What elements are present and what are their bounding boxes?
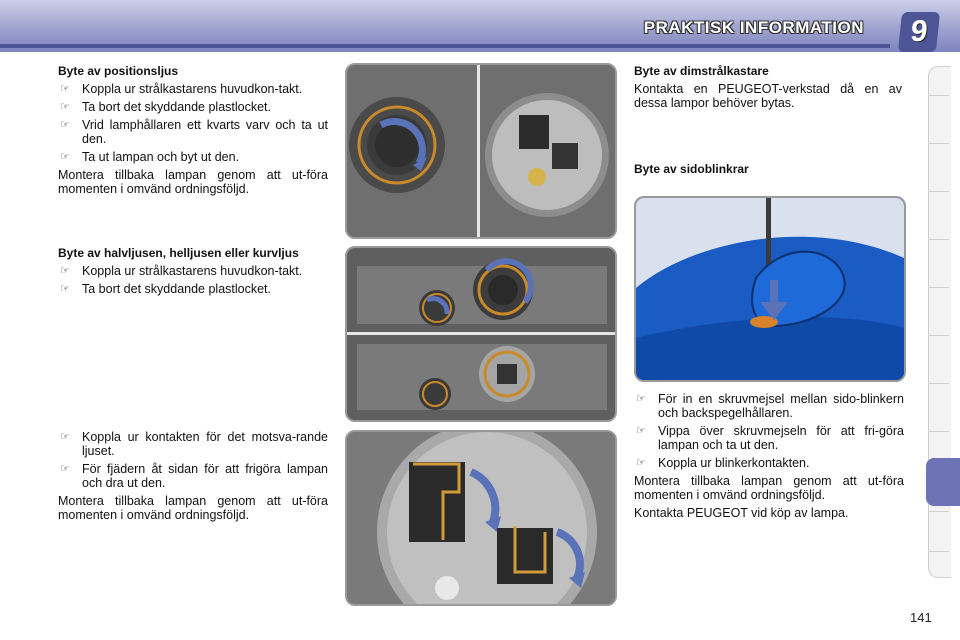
pointing-hand-icon: ☞ [60,151,70,163]
tab-divider [929,287,949,288]
section-note: Montera tillbaka lampan genom att ut-föra momenten i omvänd ordningsföljd. [634,474,904,502]
pointing-hand-icon: ☞ [636,457,646,469]
section-heading: Byte av sidoblinkrar [634,162,749,176]
bulb-holder-illustration [347,432,615,604]
list-item: ☞ Koppla ur strålkastarens huvudkon-takt. [60,264,303,278]
list-item: ☞ För fjädern åt sidan för att frigöra lampan och dra ut den. [60,462,328,490]
list-item: ☞ Koppla ur kontakten för det motsva-rande ljuset. [60,430,328,458]
tab-divider [929,191,949,192]
pointing-hand-icon: ☞ [60,431,70,443]
chapter-header [0,0,960,52]
section-heading: Byte av halvljusen, helljusen eller kurvljus [58,246,299,260]
pointing-hand-icon: ☞ [60,83,70,95]
chapter-number-badge: 9 [898,12,940,52]
tab-divider [929,511,949,512]
bulb-holder-photo [345,430,617,606]
section-heading: Byte av dimstrålkastare [634,64,769,78]
tab-divider [929,239,949,240]
section-sidoblinkrar [634,392,904,524]
list-item: ☞ Ta ut lampan och byt ut den. [60,150,240,164]
section-heading: Byte av positionsljus [58,64,179,78]
pointing-hand-icon: ☞ [636,425,646,437]
section-positionsljus [58,64,328,200]
section-sidoblinkrar-heading [634,162,902,180]
section-note: Montera tillbaka lampan genom att ut-föra momenten i omvänd ordningsföljd. [58,494,328,522]
tab-divider [929,335,949,336]
list-item: ☞ Koppla ur strålkastarens huvudkon-takt. [60,82,303,96]
section-note: Montera tillbaka lampan genom att ut-föra momenten i omvänd ordningsföljd. [58,168,328,196]
page-title: PRAKTISK INFORMATION [643,18,864,37]
headlamp-bulb-photo [345,246,617,422]
pointing-hand-icon: ☞ [60,463,70,475]
chapter-tab-active[interactable] [926,458,960,506]
tab-divider [929,431,949,432]
headlamp-rear-photo [345,63,617,239]
list-item: ☞ Ta bort det skyddande plastlocket. [60,282,272,296]
headlamp-bulb-illustration [347,248,615,420]
section-dimstralkastare [634,64,902,114]
section-text: Kontakta en PEUGEOT-verkstad då en av dessa lampor behöver bytas. [634,82,902,110]
page-number: 141 [910,610,932,625]
list-item: ☞ Vippa över skruvmejseln för att fri-göra lampan och ta ut den. [636,424,904,452]
list-item: ☞ Ta bort det skyddande plastlocket. [60,100,272,114]
side-mirror-illustration [636,198,904,380]
pointing-hand-icon: ☞ [636,393,646,405]
pointing-hand-icon: ☞ [60,101,70,113]
headlamp-rear-illustration [347,65,615,237]
tab-divider [929,383,949,384]
list-item: ☞ Koppla ur blinkerkontakten. [636,456,810,470]
tab-divider [929,551,949,552]
section-halvljus [58,246,328,300]
section-kontakt [58,430,328,526]
pointing-hand-icon: ☞ [60,119,70,131]
pointing-hand-icon: ☞ [60,283,70,295]
tab-divider [929,143,949,144]
list-item: ☞ För in en skruvmejsel mellan sido-blinkern och backspegelhållaren. [636,392,904,420]
list-item: ☞ Vrid lamphållaren ett kvarts varv och ta ut den. [60,118,328,146]
section-note: Kontakta PEUGEOT vid köp av lampa. [634,506,849,520]
pointing-hand-icon: ☞ [60,265,70,277]
tab-divider [929,95,949,96]
side-mirror-photo [634,196,906,382]
header-rule [0,44,890,48]
